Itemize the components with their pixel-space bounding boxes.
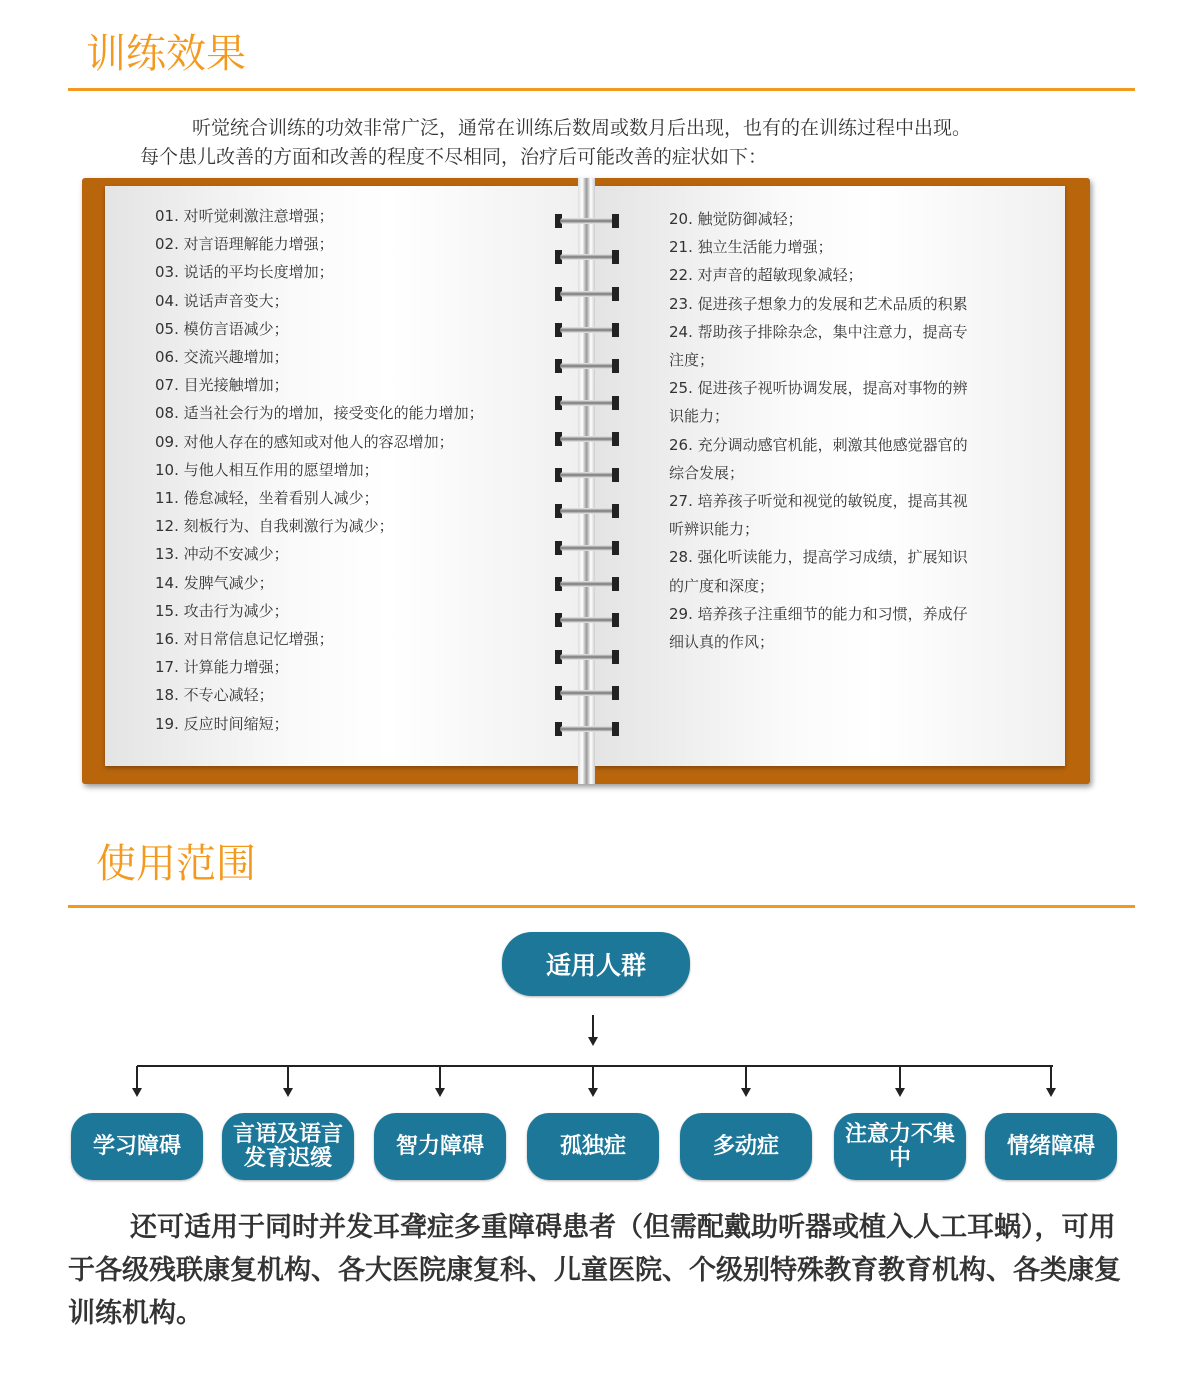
scope-paragraph: 还可适用于同时并发耳聋症多重障碍患者（但需配戴助听器或植入人工耳蜗），可用于各级残联康复机构、各大医院康复科、儿童医院、个级别特殊教育教育机构、各类康复训练机构。 bbox=[68, 1212, 1121, 1329]
list-item: 23. 促进孩子想象力的发展和艺术品质的积累 bbox=[669, 294, 968, 313]
list-item: 15. 攻击行为减少； bbox=[155, 601, 289, 620]
divider bbox=[68, 88, 1135, 91]
spiral-ring bbox=[555, 250, 619, 264]
group-label: 情绪障碍 bbox=[1006, 1133, 1095, 1159]
spiral-ring bbox=[555, 468, 619, 482]
list-item: 22. 对声音的超敏现象减轻； bbox=[669, 266, 863, 285]
group-node bbox=[680, 1113, 812, 1180]
connector bbox=[287, 1066, 289, 1090]
section-title-scope: 使用范围 bbox=[96, 841, 256, 887]
list-item: 的广度和深度； bbox=[669, 576, 775, 595]
list-item: 听辨识能力； bbox=[669, 520, 760, 539]
list-item: 25. 促进孩子视听协调发展，提高对事物的辨 bbox=[669, 379, 968, 398]
group-node bbox=[71, 1113, 203, 1180]
spiral-ring bbox=[555, 323, 619, 337]
list-item: 12. 刻板行为、自我刺激行为减少； bbox=[155, 517, 394, 536]
list-item: 29. 培养孩子注重细节的能力和习惯，养成仔 bbox=[669, 604, 968, 623]
list-item: 05. 模仿言语减少； bbox=[155, 319, 289, 338]
list-item: 17. 计算能力增强； bbox=[155, 658, 289, 677]
list-item: 24. 帮助孩子排除杂念，集中注意力，提高专 bbox=[669, 322, 968, 341]
list-item: 19. 反应时间缩短； bbox=[155, 714, 289, 733]
connector bbox=[745, 1066, 747, 1090]
arrow-icon bbox=[741, 1088, 751, 1097]
group-node bbox=[985, 1113, 1117, 1180]
arrow-icon bbox=[895, 1088, 905, 1097]
arrow-icon bbox=[283, 1088, 293, 1097]
connector bbox=[899, 1066, 901, 1090]
list-item: 26. 充分调动感官机能，刺激其他感觉器官的 bbox=[669, 435, 968, 454]
list-item: 11. 倦怠减轻，坐着看别人减少； bbox=[155, 489, 379, 507]
group-node bbox=[527, 1113, 659, 1180]
list-item: 13. 冲动不安减少； bbox=[155, 545, 289, 564]
group-label: 孤独症 bbox=[559, 1133, 626, 1159]
list-item: 18. 不专心减轻； bbox=[155, 686, 274, 705]
arrow-icon bbox=[1046, 1088, 1056, 1097]
intro-line-2: 每个患儿改善的方面和改善的程度不尽相同，治疗后可能改善的症状如下： bbox=[140, 146, 768, 168]
list-item: 识能力； bbox=[669, 407, 730, 426]
spiral-ring bbox=[555, 504, 619, 518]
list-item: 综合发展； bbox=[669, 463, 745, 482]
divider bbox=[68, 905, 1135, 908]
arrow-icon bbox=[588, 1037, 598, 1046]
arrow-icon bbox=[132, 1088, 142, 1097]
connector bbox=[439, 1066, 441, 1090]
section-title-effects: 训练效果 bbox=[86, 31, 246, 77]
list-item: 10. 与他人相互作用的愿望增加； bbox=[155, 460, 379, 479]
connector bbox=[592, 1066, 594, 1090]
spiral-ring bbox=[555, 396, 619, 410]
spiral-ring bbox=[555, 359, 619, 373]
group-label: 智力障碍 bbox=[395, 1133, 484, 1159]
group-node bbox=[374, 1113, 506, 1180]
list-item: 27. 培养孩子听觉和视觉的敏锐度，提高其视 bbox=[669, 492, 968, 510]
list-item: 28. 强化听读能力，提高学习成绩，扩展知识 bbox=[669, 548, 968, 567]
connector bbox=[136, 1066, 138, 1090]
list-item: 08. 适当社会行为的增加，接受变化的能力增加； bbox=[155, 404, 484, 423]
connector bbox=[592, 1015, 594, 1039]
arrow-icon bbox=[588, 1088, 598, 1097]
list-item: 04. 说话声音变大； bbox=[155, 291, 289, 310]
group-label: 学习障碍 bbox=[92, 1133, 181, 1159]
root-label: 适用人群 bbox=[545, 951, 646, 980]
root-node bbox=[502, 932, 690, 996]
group-node bbox=[222, 1113, 354, 1180]
intro-line-1: 听觉统合训练的功效非常广泛，通常在训练后数周或数月后出现，也有的在训练过程中出现。 bbox=[192, 117, 972, 139]
group-label: 言语及语言发育迟缓 bbox=[232, 1121, 343, 1171]
list-item: 07. 目光接触增加； bbox=[155, 376, 289, 395]
list-item: 16. 对日常信息记忆增强； bbox=[155, 630, 334, 648]
spiral-ring bbox=[555, 577, 619, 591]
group-label: 注意力不集中 bbox=[844, 1121, 955, 1171]
list-item: 20. 触觉防御减轻； bbox=[669, 210, 803, 228]
list-item: 02. 对言语理解能力增强； bbox=[155, 235, 334, 254]
list-item: 06. 交流兴趣增加； bbox=[155, 348, 289, 366]
spiral-ring bbox=[555, 686, 619, 700]
connector bbox=[137, 1065, 1053, 1067]
list-item: 01. 对听觉刺激注意增强； bbox=[155, 207, 334, 225]
spiral-ring bbox=[555, 650, 619, 664]
spiral-ring bbox=[555, 432, 619, 446]
spiral-ring bbox=[555, 287, 619, 301]
spiral-ring bbox=[555, 722, 619, 736]
list-item: 细认真的作风； bbox=[669, 633, 775, 651]
group-label: 多动症 bbox=[712, 1133, 779, 1159]
list-item: 注度； bbox=[669, 351, 715, 369]
connector bbox=[1050, 1066, 1052, 1090]
arrow-icon bbox=[435, 1088, 445, 1097]
spiral-ring bbox=[555, 541, 619, 555]
list-item: 21. 独立生活能力增强； bbox=[669, 238, 833, 257]
list-item: 03. 说话的平均长度增加； bbox=[155, 263, 334, 282]
spiral-ring bbox=[555, 613, 619, 627]
spiral-ring bbox=[555, 214, 619, 228]
list-item: 14. 发脾气减少； bbox=[155, 573, 274, 592]
group-node bbox=[834, 1113, 966, 1180]
list-item: 09. 对他人存在的感知或对他人的容忍增加； bbox=[155, 432, 454, 451]
